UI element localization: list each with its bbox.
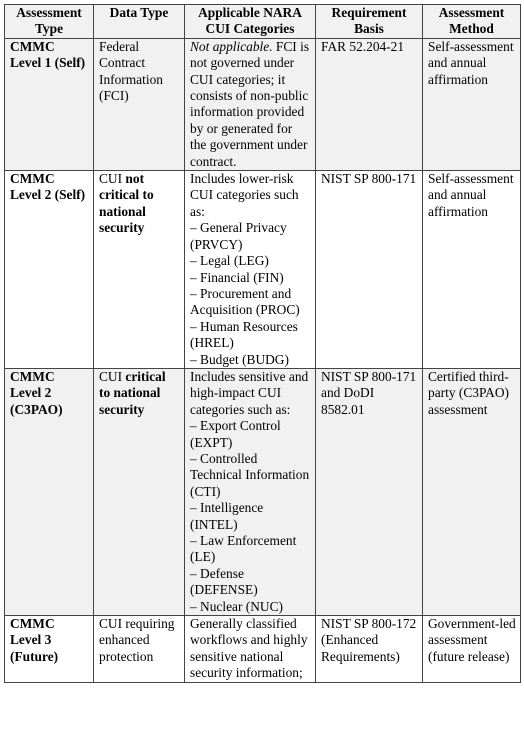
header-data-type: Data Type — [94, 5, 185, 39]
requirement-basis-cell: FAR 52.204-21 — [316, 38, 423, 170]
assessment-type-cell: CMMC Level 1 (Self) — [5, 38, 94, 170]
category-item: – Human Resources (HREL) — [190, 318, 298, 351]
header-assessment-type: Assessment Type — [5, 5, 94, 39]
assessment-method-cell: Self-assessment and annual affirmation — [423, 38, 521, 170]
assessment-type-cell: CMMC Level 2 (C3PAO) — [5, 368, 94, 615]
category-item: – Legal (LEG) — [190, 253, 269, 269]
category-item: – Budget (BUDG) — [190, 351, 289, 367]
data-type-text: Federal Contract Information (FCI) — [99, 38, 163, 104]
data-type-cell — [94, 616, 185, 683]
assessment-method-cell: Government-led assessment (future release) — [423, 616, 521, 683]
data-type-emphasis: critical to national security — [99, 368, 166, 417]
categories-intro: Generally classified workflows and highly sensitive national security information; — [190, 616, 308, 681]
data-type-cell — [94, 171, 185, 369]
category-item: – Defense (DEFENSE) — [190, 565, 258, 598]
cui-categories-cell — [185, 616, 316, 683]
category-item: – Financial (FIN) — [190, 269, 284, 285]
header-row — [5, 5, 521, 39]
header-cui-categories: Applicable NARA CUI Categories — [185, 5, 316, 39]
category-item: – Controlled Technical Information (CTI) — [190, 450, 310, 499]
assessment-method-cell: Certified third-party (C3PAO) assessment — [423, 368, 521, 615]
categories-intro: Includes lower-risk CUI categories such as: — [190, 171, 299, 219]
cui-categories-cell — [185, 368, 316, 615]
categories-intro: Includes sensitive and high-impact CUI categories such as: — [190, 368, 309, 417]
header-assessment-method: Assessment Method — [423, 5, 521, 39]
assessment-method-cell: Self-assessment and annual affirmation — [423, 171, 521, 369]
header-requirement-basis: Requirement Basis — [316, 5, 423, 39]
requirement-basis-cell: NIST SP 800-171 — [316, 171, 423, 369]
data-type-cell — [94, 38, 185, 170]
category-list — [190, 220, 311, 368]
data-type-text: CUI requiring enhanced protection — [99, 616, 175, 664]
categories-lead: Not applicable. — [190, 38, 273, 54]
categories-intro: FCI is not governed under CUI categories; it consists of non-public information provided by or generated for the government under contract. — [190, 38, 310, 169]
cmmc-assessment-table — [4, 4, 521, 683]
category-item: – General Privacy (PRVCY) — [190, 220, 287, 252]
assessment-type-cell: CMMC Level 2 (Self) — [5, 171, 94, 369]
cui-categories-cell — [185, 38, 316, 170]
table-row — [5, 368, 521, 615]
category-item: – Procurement and Acquisition (PROC) — [190, 285, 300, 318]
category-item: – Nuclear (NUC) — [190, 598, 283, 614]
data-type-cell — [94, 368, 185, 615]
table-row — [5, 616, 521, 683]
table-row — [5, 171, 521, 369]
data-type-text: CUI — [99, 171, 126, 187]
requirement-basis-cell: NIST SP 800-171 and DoDI 8582.01 — [316, 368, 423, 615]
category-item: – Law Enforcement (LE) — [190, 533, 297, 565]
category-item: – Export Control (EXPT) — [190, 418, 281, 450]
table-row — [5, 38, 521, 170]
data-type-emphasis: not critical to national security — [99, 171, 154, 236]
category-list — [190, 418, 311, 615]
cui-categories-cell — [185, 171, 316, 369]
table-body — [5, 38, 521, 682]
category-item: – Intelligence (INTEL) — [190, 500, 264, 532]
requirement-basis-cell: NIST SP 800-172 (Enhanced Requirements) — [316, 616, 423, 683]
assessment-type-cell: CMMC Level 3 (Future) — [5, 616, 94, 683]
data-type-text: CUI — [99, 368, 126, 384]
